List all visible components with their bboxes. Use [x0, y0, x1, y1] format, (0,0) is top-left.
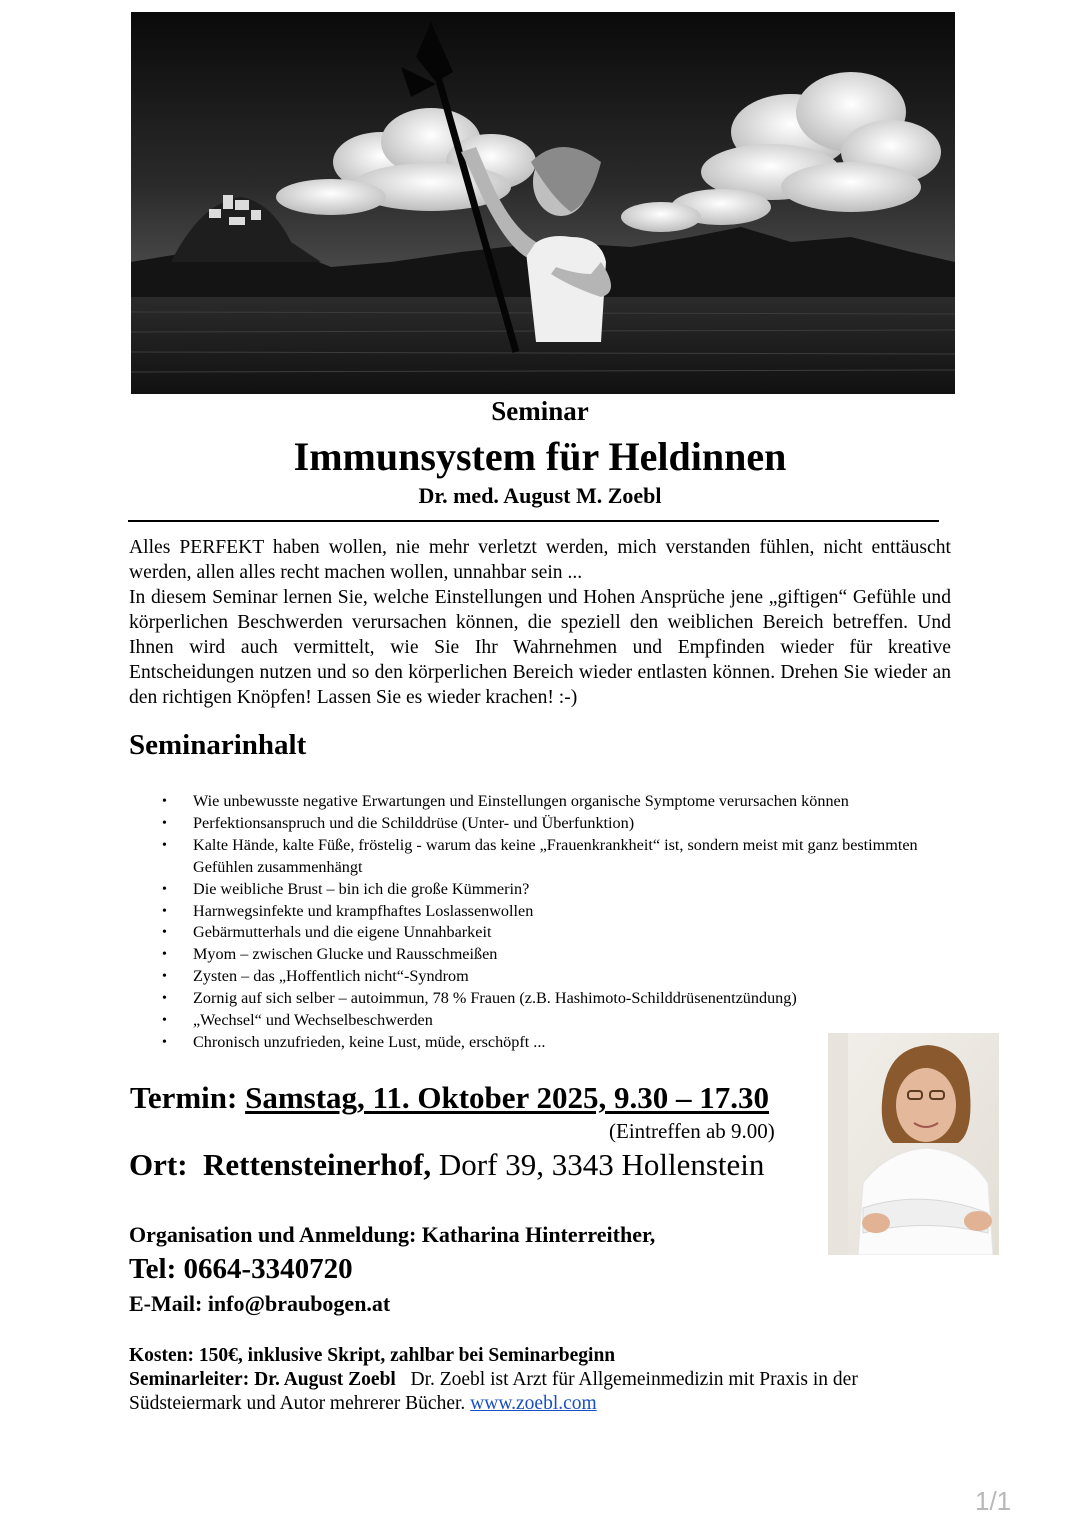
bullet-icon: • — [162, 815, 167, 831]
leader-description: Dr. Zoebl ist Arzt für Allgemeinmedizin mit Praxis in der Südsteiermark und Autor mehrerer Bücher. — [129, 1369, 858, 1414]
bullet-icon: • — [162, 925, 167, 941]
venue-name: Rettensteinerhof, — [203, 1147, 432, 1182]
list-item: • Gebärmutterhals und die eigene Unnahbarkeit — [129, 922, 949, 944]
bullet-icon: • — [162, 794, 167, 809]
event-location — [129, 1145, 764, 1185]
termin-value: Samstag, 11. Oktober 2025, 9.30 – 17.30 — [245, 1080, 769, 1115]
bullet-icon: • — [162, 991, 167, 1007]
list-item: • „Wechsel“ und Wechselbeschwerden — [129, 1010, 949, 1032]
seminar-leader-info — [129, 1368, 959, 1416]
bullet-icon: • — [162, 1034, 167, 1050]
page-title: Immunsystem für Heldinnen — [293, 434, 787, 479]
bullet-icon: • — [162, 903, 167, 919]
list-item: • Zornig auf sich selber – autoimmun, 78 % Frauen (z.B. Hashimoto-Schilddrüsenentzündung) — [129, 988, 949, 1010]
list-item: • Wie unbewusste negative Erwartungen und Einstellungen organische Symptome verursachen können — [129, 791, 949, 813]
list-item: • Die weibliche Brust – bin ich die große Kümmerin? — [129, 879, 949, 901]
list-item: • Chronisch unzufrieden, keine Lust, müde, erschöpft ... — [129, 1032, 949, 1054]
event-date — [130, 1078, 769, 1118]
author-name: Dr. med. August M. Zoebl — [418, 483, 662, 508]
bullet-icon: • — [162, 947, 167, 963]
bullet-icon: • — [162, 837, 167, 853]
venue-address: Dorf 39, 3343 Hollenstein — [438, 1147, 765, 1182]
bullet-icon: • — [162, 1013, 167, 1029]
termin-label: Termin: — [130, 1080, 238, 1115]
bullet-icon: • — [162, 969, 167, 985]
divider — [128, 520, 939, 522]
email-address: E-Mail: info@braubogen.at — [129, 1291, 391, 1316]
arrival-time: (Eintreffen ab 9.00) — [609, 1119, 775, 1143]
author-portrait — [828, 1033, 999, 1255]
hero-photo — [131, 12, 955, 394]
page-indicator: 1/1 — [975, 1486, 1012, 1516]
phone-number: Tel: 0664-3340720 — [129, 1253, 353, 1285]
list-item: • Zysten – das „Hoffentlich nicht“-Syndrom — [129, 966, 949, 988]
organisation-contact: Organisation und Anmeldung: Katharina Hinterreither, — [129, 1222, 656, 1247]
list-item: • Myom – zwischen Glucke und Rausschmeißen — [129, 944, 949, 966]
list-item: • Kalte Hände, kalte Füße, fröstelig - warum das keine „Frauenkrankheit“ ist, sondern meist mit ganz bestimmten Gefühlen zusammenhängt — [162, 835, 918, 876]
content-list — [129, 791, 949, 1054]
intro-paragraph-2: In diesem Seminar lernen Sie, welche Einstellungen und Hohen Ansprüche jene „giftigen“ Gefühle und körperlichen Beschwerden verursachen können, die speziell den weiblichen Bereich betreffen. Und Ihnen wird auch vermittelt, wie Sie Ihr Wahrnehmen und Empfinden wieder für kreative Entscheidungen nutzen und so den körperlichen Bereich wieder entlasten können. Drehen Sie wieder an den richtigen Knöpfen! Lassen Sie es wieder krachen! :-) — [129, 587, 951, 708]
list-item: • Perfektionsanspruch und die Schilddrüse (Unter- und Überfunktion) — [129, 813, 949, 835]
intro-paragraph-1: Alles PERFEKT haben wollen, nie mehr verletzt werden, mich verstanden fühlen, nicht enttäuscht werden, allen alles recht machen wollen, unnahbar sein ... — [129, 537, 951, 583]
section-heading: Seminarinhalt — [129, 729, 307, 761]
bullet-icon: • — [162, 881, 167, 897]
list-item: • Harnwegsinfekte und krampfhaftes Loslassenwollen — [129, 901, 949, 923]
cost-info: Kosten: 150€, inklusive Skript, zahlbar bei Seminarbeginn — [129, 1345, 616, 1366]
ort-label: Ort: — [129, 1147, 188, 1182]
leader-label: Seminarleiter: Dr. August Zoebl — [129, 1369, 396, 1390]
intro-text — [129, 535, 951, 710]
seminar-label: Seminar — [491, 396, 589, 426]
website-link[interactable]: www.zoebl.com — [470, 1393, 597, 1414]
